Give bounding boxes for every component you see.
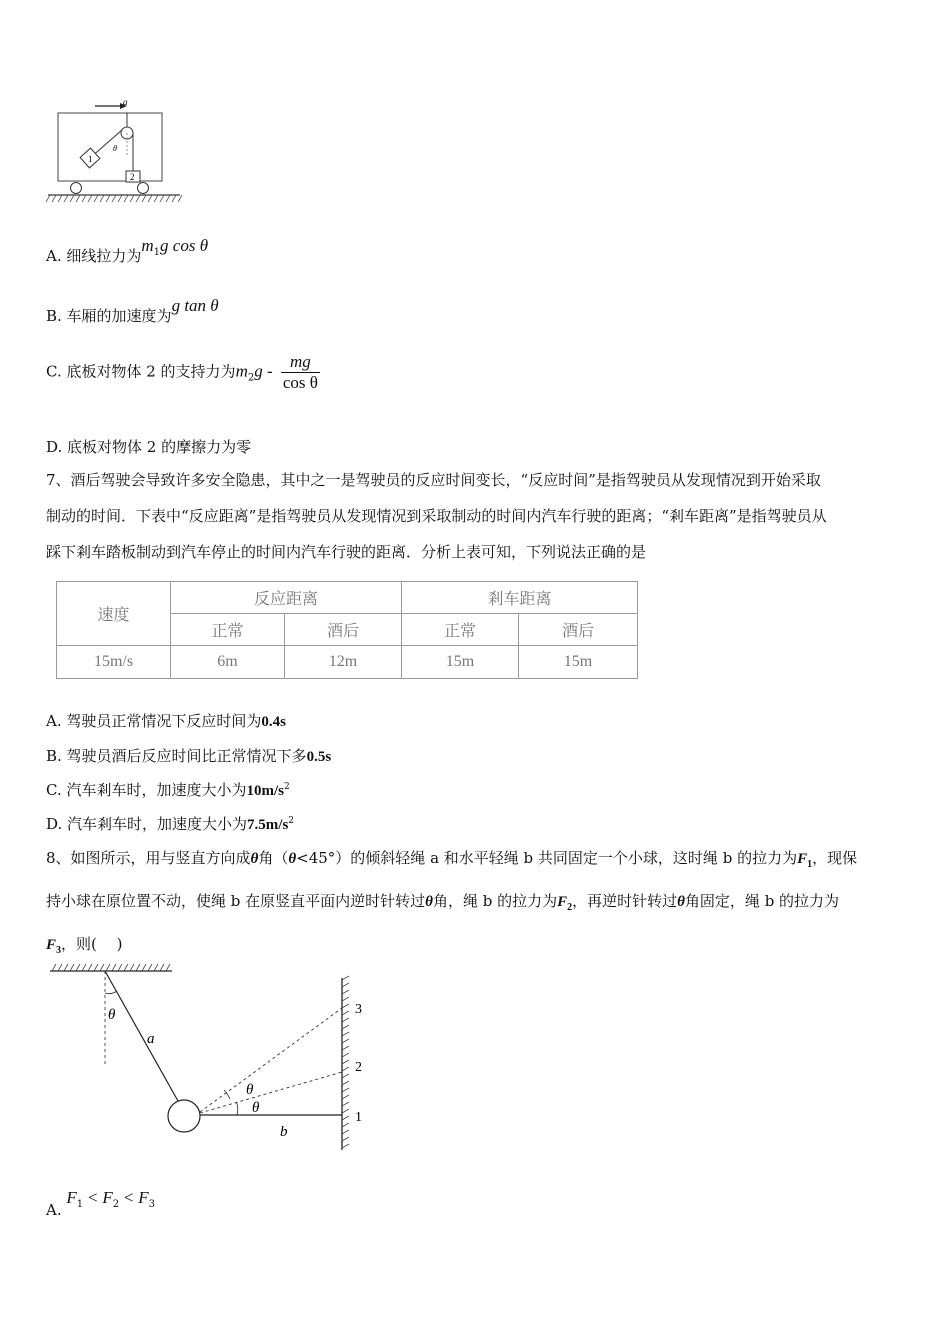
ground-hatch bbox=[46, 195, 182, 202]
svg-text:θ: θ bbox=[252, 1100, 260, 1116]
q7-stem: 7、酒后驾驶会导致许多安全隐患，其中之一是驾驶员的反应时间变长，“反应时间”是指驾驶员从发现情况到开始采取 制动的时间．下表中“反应距离”是指驾驶员从发现情况到采取制动的时间内汽车行驶的距离；“剎车距离”是指驾驶员从 踩下剎车踏板制动到汽车停止的时间内汽车行驶的距离．分析上表可知，下列说法正确的是 bbox=[46, 471, 827, 561]
rope-b-position-2 bbox=[200, 1072, 342, 1113]
table-cell: 15m bbox=[519, 646, 638, 679]
cart-body bbox=[58, 113, 162, 181]
q6-option-d[interactable]: D. 底板对物体 2 的摩擦力为零 bbox=[46, 438, 252, 456]
rope-a-label: a bbox=[147, 1031, 155, 1047]
rope-a bbox=[105, 971, 178, 1101]
sub-header: 酒后 bbox=[285, 614, 402, 646]
position-1-label: 1 bbox=[355, 1110, 362, 1125]
q6-option-b[interactable]: B. 车厢的加速度为g tan θ bbox=[46, 296, 219, 325]
table-cell: 12m bbox=[285, 646, 402, 679]
accel-label: a bbox=[123, 97, 128, 107]
svg-text:1: 1 bbox=[88, 154, 93, 164]
ceiling-hatch bbox=[52, 964, 170, 971]
q6-option-a[interactable]: A. 细线拉力为$m_1g$ cos θ bbox=[46, 236, 209, 265]
table-cell: 15m/s bbox=[57, 646, 171, 679]
wall-hatch bbox=[342, 976, 349, 1148]
position-3-label: 3 bbox=[355, 1002, 362, 1017]
braking-header: 剎车距离 bbox=[402, 582, 638, 614]
fraction: $\frac{mg}{\text{cos θ}}$ bbox=[282, 352, 318, 392]
svg-text:θ: θ bbox=[246, 1082, 254, 1098]
table-cell: 6m bbox=[171, 646, 285, 679]
q7-option-c[interactable]: C. 汽车剎车时，加速度大小为$10m/s^2$ bbox=[46, 781, 290, 799]
wheel-right bbox=[138, 183, 149, 194]
q7-option-b[interactable]: B. 驾驶员酒后反应时间比正常情况下多0.5s bbox=[46, 747, 332, 765]
sub-header: 酒后 bbox=[519, 614, 638, 646]
q8-stem: 8、如图所示，用与竖直方向成θ角（θ<45°）的倾斜轻绳 a 和水平轻绳 b 共同固定一个小球，这时绳 b 的拉力为$F_1$，现保 持小球在原位置不动，使绳 b 在原竖直平面内逆时针转过θ角，绳 b 的拉力为$F_2$，再逆时针转过θ角固定，绳 b 的拉力为 $F_3$，则( ) bbox=[46, 849, 858, 956]
q7-option-d[interactable]: D. 汽车剎车时，加速度大小为$7.5m/s^2$ bbox=[46, 815, 295, 833]
table-row bbox=[57, 646, 638, 679]
wheel-left bbox=[71, 183, 82, 194]
rope-ball-diagram bbox=[40, 960, 380, 1152]
speed-header: 速度 bbox=[57, 582, 171, 646]
q7-option-a[interactable]: A. 驾驶员正常情况下反应时间为0.4s bbox=[46, 712, 286, 730]
data-table bbox=[56, 581, 638, 679]
reaction-header: 反应距离 bbox=[171, 582, 402, 614]
theta-label: θ bbox=[113, 144, 117, 153]
ball bbox=[168, 1100, 200, 1132]
sub-header: 正常 bbox=[402, 614, 519, 646]
q6-option-c[interactable]: C. 底板对物体 2 的支持力为$m_2g$ - $\frac{mg}{\text{cos θ}}$ bbox=[46, 352, 318, 392]
q8-option-a[interactable]: A. $F_1 < F_2 < F_3$ bbox=[46, 1188, 155, 1219]
theta-angle-label: θ bbox=[108, 1007, 116, 1023]
sub-header: 正常 bbox=[171, 614, 285, 646]
rope-b-position-3 bbox=[200, 1008, 342, 1112]
rope-b-label: b bbox=[280, 1124, 288, 1140]
position-2-label: 2 bbox=[355, 1060, 362, 1075]
cart-diagram bbox=[40, 96, 190, 208]
table-cell: 15m bbox=[402, 646, 519, 679]
svg-text:2: 2 bbox=[130, 172, 135, 182]
